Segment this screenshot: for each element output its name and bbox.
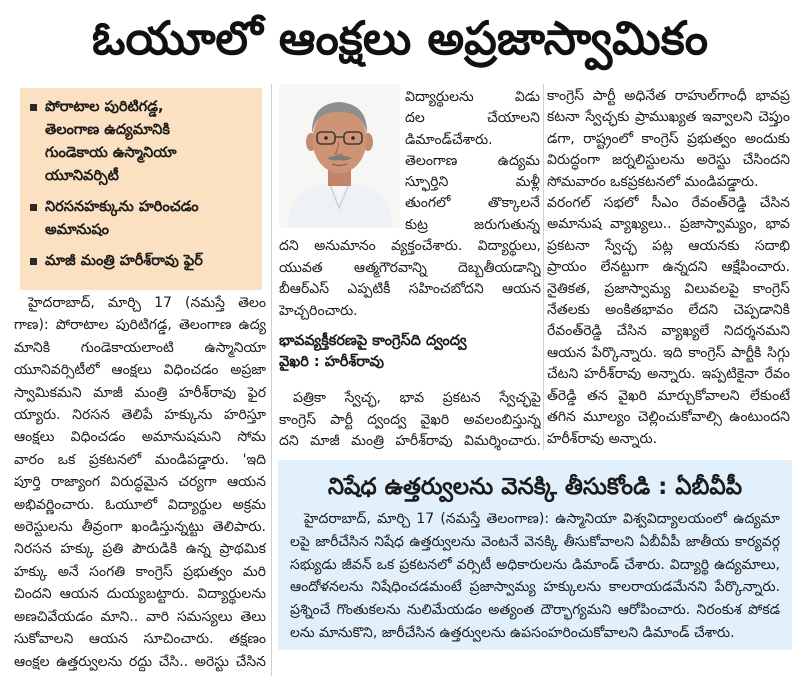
right-body-line: సోమవారం ఒకప్రకటనలో మండిపడ్డారు. xyxy=(547,173,759,190)
highlight-line: తెలంగాణ ఉద్యమానికి xyxy=(45,122,170,138)
bullet-icon xyxy=(30,204,37,211)
highlight-line: యూనివర్సిటీ xyxy=(45,168,119,184)
right-body-line: ప్రాయం లేనట్టుగా ఉన్నదని ఆక్షేపించారు. xyxy=(547,259,790,276)
left-body-line: గాణ): పోరాటాల పురిటిగడ్డ, తెలంగాణ ఉద్య xyxy=(14,317,266,334)
subheading-line: వైఖరి : హరీశ్‌రావు xyxy=(279,354,384,370)
highlight-text xyxy=(45,250,254,273)
left-body-line: చిందని ఆయన దుయ్యబట్టారు. విద్యార్థులను xyxy=(14,586,266,603)
highlight-line: అమానుషం xyxy=(45,222,110,238)
right-body-line: కటనా స్వేచ్ఛకు ప్రాముఖ్యత ఇవ్వాలని చెప్తుం xyxy=(547,109,790,126)
left-body-line: పూర్తి రాజ్యాంగ విరుద్ధమైన చర్యగా ఆయన xyxy=(14,474,266,491)
highlight-item xyxy=(30,96,254,188)
left-body-line: ఆంక్షలు విధించడం అమానుషమని సోమ xyxy=(14,429,266,446)
left-body-line: య్యారు. నిరసన తెలిపే హక్కును హరిస్తూ xyxy=(14,407,266,424)
left-body-line: నిరసన హక్కు ప్రతి పౌరుడికి ఉన్న ప్రాథమిక xyxy=(14,541,266,558)
portrait-image xyxy=(279,84,400,228)
highlight-text xyxy=(45,196,254,242)
middle-line: డిమాండ్‌చేశారు. xyxy=(405,131,493,148)
portrait-photo xyxy=(279,84,400,228)
abvp-body-line: ఆందోళనలను నిషేధించడమంటే ప్రజాస్వామ్య హక్కులను కాలరాయడమేనని పేర్కొన్నారు. xyxy=(290,579,780,596)
abvp-body-line: హైదరాబాద్, మార్చి 17 (నమస్తే తెలంగాణ): ఉస్మానియా విశ్వవిద్యాలయంలో ఉద్యమా xyxy=(304,511,780,527)
left-body-line: హైదరాబాద్, మార్చి 17 (నమస్తే తెలం xyxy=(28,295,266,311)
abvp-box xyxy=(278,460,792,650)
middle-sub-body xyxy=(279,388,541,453)
middle-line: పత్రికా స్వేచ్ఛ, భావ ప్రకటన స్వేచ్ఛపై xyxy=(293,390,541,406)
right-body-line: హరీశ్‌రావు అన్నారు. xyxy=(547,430,658,447)
highlight-text xyxy=(45,96,254,188)
middle-continued xyxy=(279,236,541,322)
left-body-line: అరెస్టులను తీవ్రంగా ఖండిస్తున్నట్టు తెలిపారు. xyxy=(14,519,266,536)
right-body-line: రేవంత్‌రెడ్డి చేసిన వ్యాఖ్యలే నిదర్శనమని xyxy=(547,323,790,340)
left-body-line: మానికి గుండెకాయలాంటి ఉస్మానియా xyxy=(14,339,266,356)
right-body-line: అమానుష వ్యాఖ్యలు.. ప్రజాస్వామ్యం, భావ xyxy=(547,216,790,233)
column-divider xyxy=(271,84,272,676)
left-body-line: సుకోవాలని ఆయన సూచించారు. తక్షణం xyxy=(14,631,266,648)
middle-line: దల చేయాలని xyxy=(405,110,540,127)
column-divider xyxy=(543,84,544,450)
abvp-body-line: లపై జారీచేసిన నిషేధ ఉత్తర్వులను వెంటనే వెనక్కి తీసుకోవాలని ఏబీవీపీ జాతీయ కార్యవర్గ xyxy=(290,533,780,550)
highlights-box xyxy=(20,88,262,290)
right-article-body xyxy=(547,86,790,450)
highlight-line: నిరసనహక్కును హరించడం xyxy=(45,199,199,215)
middle-line: దని మాజీ మంత్రి హరీశ్‌రావు విమర్శించారు. xyxy=(279,433,541,450)
middle-line: విద్యార్థులను విడు xyxy=(405,89,540,105)
right-body-line: కాంగ్రెస్ పార్టీ అధినేత రాహుల్‌గాంధీ భావప్ర xyxy=(547,88,790,104)
middle-line: యువత ఆత్మగౌరవాన్ని దెబ్బతీయడాన్ని xyxy=(279,259,541,276)
abvp-body xyxy=(290,508,780,645)
middle-line: స్ఫూర్తిని మళ్లీ xyxy=(405,174,540,191)
middle-line: హెచ్చరించారు. xyxy=(279,302,358,319)
right-body-line: త్‌రెడ్డి తన వైఖరి మార్చుకోవాలని లేకుంటే xyxy=(547,387,790,404)
right-body-line: చేటని హరీశ్‌రావు అన్నారు. ఇప్పటికైనా రేవం xyxy=(547,366,790,383)
highlight-line: పోరాటాల పురిటిగడ్డ, xyxy=(45,99,164,115)
middle-subheading xyxy=(279,331,541,373)
middle-line: దని అనుమానం వ్యక్తంచేశారు. విద్యార్థులు, xyxy=(279,238,541,254)
right-body-line: నేతలకు అంకితభావం లేదని చెప్పడానికి xyxy=(547,302,790,319)
highlight-item xyxy=(30,196,254,242)
left-body-line: హక్కు అనే సంగతి కాంగ్రెస్ ప్రభుత్వం మరి xyxy=(14,563,266,580)
abvp-body-line: లను మానుకొని, జారీచేసిన ఉత్తర్వులను ఉపసంహరించుకోవాలని డిమాండ్ చేశారు. xyxy=(290,624,735,641)
headline: ఓయూలో ఆంక్షలు అప్రజాస్వామికం xyxy=(91,11,709,65)
abvp-headline: నిషేధ ఉత్తర్వులను వెనక్కి తీసుకోండి : ఏబీవీపీ xyxy=(327,474,743,500)
right-body-line: ఆయన పేర్కొన్నారు. ఇది కాంగ్రెస్ పార్టీకి సిగ్గు xyxy=(547,344,790,361)
middle-line: బీఆర్ఎస్ ఎప్పటికీ సహించబోదని ఆయన xyxy=(279,281,541,298)
highlight-item xyxy=(30,250,254,273)
right-body-line: విరుద్ధంగా జర్నలిస్టులను అరెస్టు చేసిందని xyxy=(547,152,790,169)
right-body-line: డగా, రాష్ట్రంలో కాంగ్రెస్ ప్రభుత్వం అందుకు xyxy=(547,130,790,147)
right-body-line: ప్రకటనా స్వేచ్ఛ పట్ల ఆయనకు సదాభి xyxy=(547,237,790,254)
subheading-line: భావవ్యక్తీకరణపై కాంగ్రెస్‌ది ద్వంద్వ xyxy=(279,333,467,349)
left-body-line: వారం ఒక ప్రకటనలో మండిపడ్డారు. 'ఇది xyxy=(14,451,266,468)
left-body-line: అణచివేయడం మాని.. వారి సమస్యలు తెలు xyxy=(14,608,266,625)
left-body-line: అభివర్ణించారు. ఓయూలో విద్యార్థుల అక్రమ xyxy=(14,496,266,513)
middle-line: తెలంగాణ ఉద్యమ xyxy=(405,152,540,169)
middle-line: తుంగలో తొక్కాలనే xyxy=(405,195,540,212)
right-body-line: వరంగల్ సభలో సీఎం రేవంత్‌రెడ్డి చేసిన xyxy=(547,195,790,212)
middle-line: కాంగ్రెస్ పార్టీ ద్వంద్వ వైఖరి అవలంబిస్తున్న xyxy=(279,411,541,428)
middle-beside-photo xyxy=(405,87,540,236)
left-body-line: స్వామికమని మాజీ మంత్రి హరీశ్‌రావు ఫైర xyxy=(14,384,266,401)
abvp-body-line: ప్రశ్నించే గొంతుకలను నులిమేయడం అత్యంత దౌర్భాగ్యమని ఆరోపించారు. నిరంకుశ పోకడ xyxy=(290,602,780,619)
highlight-line: మాజీ మంత్రి హరీశ్‌రావు ఫైర్ xyxy=(45,253,203,269)
highlight-line: గుండెకాయ ఉస్మానియా xyxy=(45,145,177,161)
abvp-body-line: సభ్యుడు జీవన్ ఒక ప్రకటనలో వర్సిటీ అధికారులను డిమాండ్ చేశారు. విద్యార్థి ఉద్యమాలు, xyxy=(290,556,780,573)
left-body-line: ఆంక్షల ఉత్తర్వులను రద్దు చేసి.. అరెస్టు చేసిన xyxy=(14,653,266,670)
right-body-line: తగిన మూల్యం చెల్లించుకోవాల్సి ఉంటుందని xyxy=(547,409,790,426)
right-body-line: నైతికత, ప్రజాస్వామ్య విలువలపై కాంగ్రెస్ xyxy=(547,280,790,297)
bullet-icon xyxy=(30,104,37,111)
left-article-body xyxy=(14,292,266,673)
middle-line: కుట్ర జరుగుతున్న xyxy=(405,216,540,233)
bullet-icon xyxy=(30,258,37,265)
left-body-line: యూనివర్సిటీలో ఆంక్షలు విధించడం అప్రజా xyxy=(14,362,266,379)
